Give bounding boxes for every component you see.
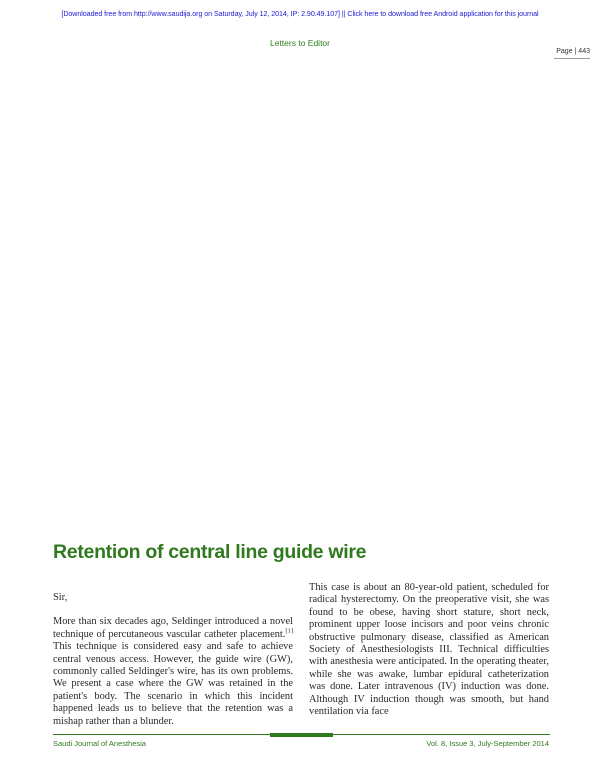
page-number: Page | 443 [554,48,590,59]
footer-journal-name: Saudi Journal of Anesthesia [53,739,146,748]
left-paragraph-text-2: This technique is considered easy and safe to achieve central venous access. However, the guide wire (GW), commonly called Seldinger's wire, has its own problems. We present a case where the GW was retained in the patient's body. The scenario in which this incident happened leads us to believe that the retention was a mishap rather than a blunder. [53,641,293,727]
salutation: Sir, [53,592,68,603]
left-column [53,582,293,728]
right-column [309,582,549,718]
right-paragraph: This case is about an 80-year-old patient, scheduled for radical hysterectomy. On the preoperative visit, she was found to be obese, having short stature, short neck, prominent upper loose incisors and poor veins chronic obstructive pulmonary disease, classified as American Society of Anesthesiologists III. Technical difficulties with anesthesia were anticipated. In the operating theater, while she was awake, lumbar epidural catheterization was done. Later intravenous (IV) induction was done. Although IV induction though was smooth, but hand ventilation via face [309,582,549,718]
left-paragraph-text-1: More than six decades ago, Seldinger introduced a novel technique of percutaneous vascular catheter placement. [53,616,293,640]
footer-rule-accent [270,733,333,737]
section-label: Letters to Editor [269,38,330,48]
download-banner-link[interactable]: [Downloaded free from http://www.saudija.org on Saturday, July 12, 2014, IP: 2.90.49.107] || Click here to download free Android application for this journal [61,10,539,18]
left-paragraph [53,616,293,728]
footer-issue-info: Vol. 8, Issue 3, July-September 2014 [426,739,549,748]
reference-citation[interactable]: [1] [285,627,293,635]
article-title: Retention of central line guide wire [53,541,367,563]
download-banner[interactable] [0,10,600,18]
